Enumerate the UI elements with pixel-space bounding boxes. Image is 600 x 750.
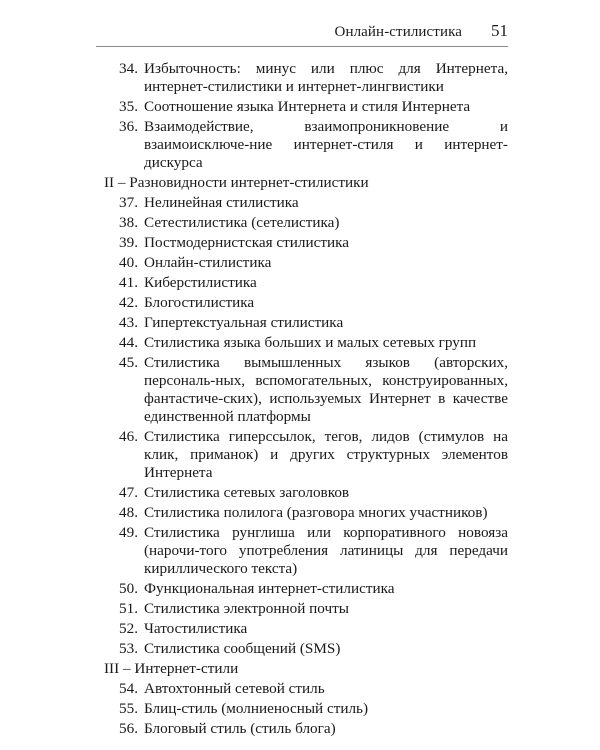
list-item: [96, 214, 508, 232]
item-number: 36.: [119, 118, 138, 135]
list-item: [96, 600, 508, 618]
item-number: 37.: [119, 194, 138, 211]
page-number: 51: [491, 21, 508, 40]
item-number: 45.: [119, 354, 138, 371]
item-number: 39.: [119, 234, 138, 251]
item-number: 55.: [119, 700, 138, 717]
list-item: [96, 118, 508, 172]
item-number: 41.: [119, 274, 138, 291]
item-text: Киберстилистика: [144, 274, 257, 291]
list-item: [96, 680, 508, 698]
topic-list: [96, 60, 508, 740]
list-item: [96, 294, 508, 312]
item-text: Автохтонный сетевой стиль: [144, 680, 325, 697]
item-text: Сетестилистика (сетелистика): [144, 214, 340, 231]
item-text: Гипертекстуальная стилистика: [144, 314, 344, 331]
item-text: Чатостилистика: [144, 620, 248, 637]
item-text: Функциональная интернет-стилистика: [144, 580, 395, 597]
item-text: Стилистика вымышленных языков (авторских, персональ-ных, вспомогательных, конструированных, фантастиче-ских), используемых Интернет в качестве единственной платформы: [144, 354, 508, 425]
item-number: 42.: [119, 294, 138, 311]
item-text: Стилистика сетевых заголовков: [144, 484, 350, 501]
running-header: [96, 20, 508, 48]
item-text: Блогостилистика: [144, 294, 255, 311]
item-text: Нелинейная стилистика: [144, 194, 299, 211]
item-number: 34.: [119, 60, 138, 77]
list-item: [96, 428, 508, 482]
item-number: 53.: [119, 640, 138, 657]
item-number: 47.: [119, 484, 138, 501]
list-item: [96, 700, 508, 718]
list-item: [96, 314, 508, 332]
item-number: 43.: [119, 314, 138, 331]
list-item: [96, 60, 508, 96]
item-number: 49.: [119, 524, 138, 541]
list-item: [96, 720, 508, 738]
item-number: 52.: [119, 620, 138, 637]
item-text: Блоговый стиль (стиль блога): [144, 720, 336, 737]
list-item: [96, 580, 508, 598]
item-number: 48.: [119, 504, 138, 521]
list-item: [96, 620, 508, 638]
item-number: 38.: [119, 214, 138, 231]
item-number: 44.: [119, 334, 138, 351]
list-item: [96, 484, 508, 502]
section-heading: III – Интернет-стили: [104, 660, 239, 677]
item-text: Стилистика сообщений (SMS): [144, 640, 341, 657]
item-text: Стилистика рунглиша или корпоративного новояза (нарочи-того употребления латиницы для передачи кириллического текста): [144, 524, 508, 577]
item-text: Стилистика гиперссылок, тегов, лидов (стимулов на клик, приманок) и других структурных элементов Интернета: [144, 428, 508, 481]
section-heading: II – Разновидности интернет-стилистики: [104, 174, 369, 191]
header-divider: [96, 46, 508, 47]
list-item: [96, 194, 508, 212]
item-text: Постмодернистская стилистика: [144, 234, 349, 251]
item-text: Соотношение языка Интернета и стиля Интернета: [144, 98, 471, 115]
item-number: 51.: [119, 600, 138, 617]
item-number: 56.: [119, 720, 138, 737]
item-number: 46.: [119, 428, 138, 445]
item-text: Взаимодействие, взаимопроникновение и взаимоисключе-ние интернет-стиля и интернет-дискурса: [144, 118, 508, 171]
list-item: [96, 274, 508, 292]
list-item: [96, 524, 508, 578]
list-item: [96, 334, 508, 352]
item-text: Избыточность: минус или плюс для Интернета, интернет-стилистики и интернет-лингвистики: [144, 60, 508, 95]
item-number: 35.: [119, 98, 138, 115]
item-text: Стилистика языка больших и малых сетевых групп: [144, 334, 477, 351]
running-header-title: Онлайн-стилистика: [334, 24, 462, 40]
list-item: [96, 254, 508, 272]
item-number: 50.: [119, 580, 138, 597]
item-number: 40.: [119, 254, 138, 271]
item-number: 54.: [119, 680, 138, 697]
list-item: [96, 504, 508, 522]
list-item: [96, 98, 508, 116]
item-text: Блиц-стиль (молниеносный стиль): [144, 700, 369, 717]
list-item: [96, 234, 508, 252]
item-text: Онлайн-стилистика: [144, 254, 272, 271]
list-item: [96, 640, 508, 658]
list-item: [96, 354, 508, 426]
item-text: Стилистика полилога (разговора многих участников): [144, 504, 488, 521]
item-text: Стилистика электронной почты: [144, 600, 349, 617]
